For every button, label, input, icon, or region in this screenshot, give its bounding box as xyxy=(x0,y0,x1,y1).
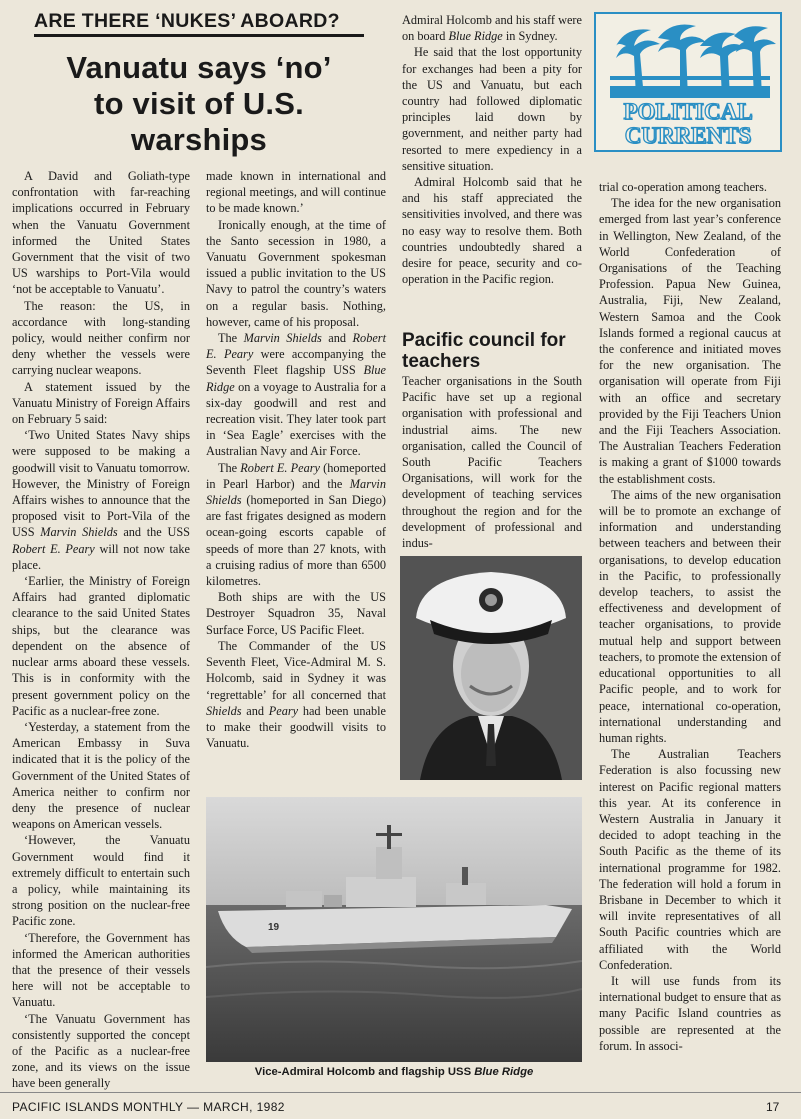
paragraph: made known in international and regional meetings, and will continue to be made known.’ xyxy=(206,169,386,216)
paragraph: Admiral Holcomb said that he and his staff appreciated the sensitivities involved, and there was no easy way to resolve them. Both countries undoubtedly shared a desire for peace, security and co-operation in the Pacific region. xyxy=(402,175,582,287)
page-number: 17 xyxy=(766,1100,780,1114)
paragraph: The idea for the new organisation emerged from last year’s conference in Wellington, New Zealand, of the World Confederation of Organisations of the Teaching Profession. Papua New Guinea, Australia, Fiji, New Zealand, Western Samoa and the Cook Islands formed a regional caucus at the conference and initiated moves for the new organisation. The organisation will operate from Fiji with an office and secretary provided by the Fiji Teachers Union and the Fiji Teachers Association. The Australian Teachers Federation is making a grant of $1000 towards the establishment costs. xyxy=(599,196,781,486)
headline-line-1: Vanuatu says ‘no’ xyxy=(66,50,332,85)
logo-line-1: POLITICAL xyxy=(623,99,753,124)
article-column-1 xyxy=(12,168,190,1092)
paragraph: ‘Two United States Navy ships were supposed to be making a goodwill visit to Vanuatu tomorrow. However, the Ministry of Foreign Affairs wishes to announce that the proposed visit to Port-Vila of the USS Marvin Shields and the USS Robert E. Peary will not now take place. xyxy=(12,428,190,572)
paragraph: The Commander of the US Seventh Fleet, Vice-Admiral M. S. Holcomb, said in Sydney it was ‘regrettable’ for all concerned that Shields and Peary had been unable to make their goodwill visits to Vanuatu. xyxy=(206,638,387,751)
paragraph: The aims of the new organisation will be to promote an exchange of information and understanding between teachers and between their organisations, to develop education in the Pacific, to professionally develop teachers, to assist the effectiveness and development of teacher organisations, to provide mutual help and support between teachers, to promote the extension of educational opportunities to all Pacific people, and to work for peace, international co-operation, international understanding and human rights. xyxy=(599,487,781,745)
footer-publication: PACIFIC ISLANDS MONTHLY — MARCH, 1982 xyxy=(12,1100,285,1114)
headline xyxy=(14,50,384,158)
paragraph: A statement issued by the Vanuatu Ministry of Foreign Affairs on February 5 said: xyxy=(12,379,190,427)
paragraph: Teacher organisations in the South Pacific have set up a regional organisation with professional and industrial aims. The new organisation, called the Council of South Pacific Teachers Organisations, will work for the development of teaching services throughout the region and for the development of professional and indus- xyxy=(402,374,582,551)
article2-title: Pacific council for teachers xyxy=(402,330,566,372)
headline-line-2: to visit of U.S. xyxy=(94,86,304,121)
paragraph: ‘Therefore, the Government has informed the American authorities that the presence of their vessels here will not be acceptable to Vanuatu. xyxy=(12,930,190,1010)
paragraph: Both ships are with the US Destroyer Squadron 35, Naval Surface Force, US Pacific Fleet. xyxy=(206,590,386,637)
admiral-portrait-photo xyxy=(400,556,582,780)
paragraph: ‘Earlier, the Ministry of Foreign Affairs had granted diplomatic clearance to the said United States ships, but the clearance was dependent on the absence of nuclear arms aboard these vessels. This is in conformity with the present government policy on the Pacific as a nuclear-free zone. xyxy=(12,574,190,718)
paragraph: ‘The Vanuatu Government has consistently supported the concept of the Pacific as a nuclear-free zone, and its views on the issue have been generally xyxy=(12,1011,190,1091)
paragraph: The Australian Teachers Federation is also focussing new interest on Pacific regional matters this year. At its conference in Western Australia in January it decided to adopt teaching in the South Pacific as the theme of its international programme for 1982. The federation will hold a forum in Brisbane in December to which it will invite representatives of all South Pacific countries which are affiliated with the World Confederation. xyxy=(599,747,781,972)
uss-blue-ridge-photo xyxy=(206,797,582,1062)
footer-divider xyxy=(0,1092,801,1093)
paragraph: A David and Goliath-type confrontation with far-reaching implications occurred in February when the Vanuatu Government informed the United States Government that the visit of two US warships to Port-Vila would ‘not be acceptable to Vanuatu’. xyxy=(12,169,190,297)
palm-trees-icon xyxy=(596,16,780,102)
paragraph: Ironically enough, at the time of the Santo secession in 1980, a Vanuatu Government spokesman issued a public invitation to the US Navy to patrol the country’s waters on a regular basis. Nothing, however, came of his proposal. xyxy=(206,217,386,329)
article2-column-3 xyxy=(402,373,582,551)
paragraph: The reason: the US, in accordance with long-standing policy, would neither confirm nor deny whether the vessels were carrying nuclear weapons. xyxy=(12,298,190,378)
photo-caption: Vice-Admiral Holcomb and flagship USS Blue Ridge xyxy=(254,1066,534,1078)
paragraph: He said that the lost opportunity for exchanges had been a pity for the US and Vanuatu, but each country had followed diplomatic principles laid down by government, and neither party had resorted to mere expediency in a sensitive situation. xyxy=(402,45,582,173)
paragraph: The Marvin Shields and Robert E. Peary were accompanying the Seventh Fleet flagship USS Blue Ridge on a voyage to Australia for a six-day goodwill and rest and recreation visit. They later took part in ‘Sea Eagle’ exercises with the Australian Navy and Air Force. xyxy=(206,331,386,459)
logo-line-2: CURRENTS xyxy=(624,123,752,148)
kicker-title: ARE THERE ‘NUKES’ ABOARD? xyxy=(34,10,364,37)
headline-line-3: warships xyxy=(131,122,267,157)
paragraph: ‘Yesterday, a statement from the American Embassy in Suva indicated that it is the policy of the Government of the United States of America neither to confirm nor deny the presence of nuclear weapons on American vessels. xyxy=(12,719,190,832)
ship-hull-number: 19 xyxy=(268,922,280,933)
article-column-2 xyxy=(206,168,386,751)
paragraph: Admiral Holcomb and his staff were on board Blue Ridge in Sydney. xyxy=(402,13,582,44)
paragraph: The Robert E. Peary (homeported in Pearl Harbor) and the Marvin Shields (homeported in San Diego) are fast frigates designed as modern ocean-going escorts capable of speeds of more than 27 knots, with a cruising radius of more than 6500 kilometres. xyxy=(206,460,386,589)
article2-column-4 xyxy=(599,179,781,1054)
paragraph: It will use funds from its international budget to ensure that as many Pacific Island countries as possible are represented at the forum. In associ- xyxy=(599,973,781,1053)
paragraph: trial co-operation among teachers. xyxy=(599,180,767,194)
paragraph: ‘However, the Vanuatu Government would find it extremely difficult to entertain such a policy, while maintaining its strong position on the nuclear-free Pacific zone. xyxy=(12,833,190,929)
article-column-3 xyxy=(402,12,582,287)
political-currents-logo xyxy=(594,12,782,152)
